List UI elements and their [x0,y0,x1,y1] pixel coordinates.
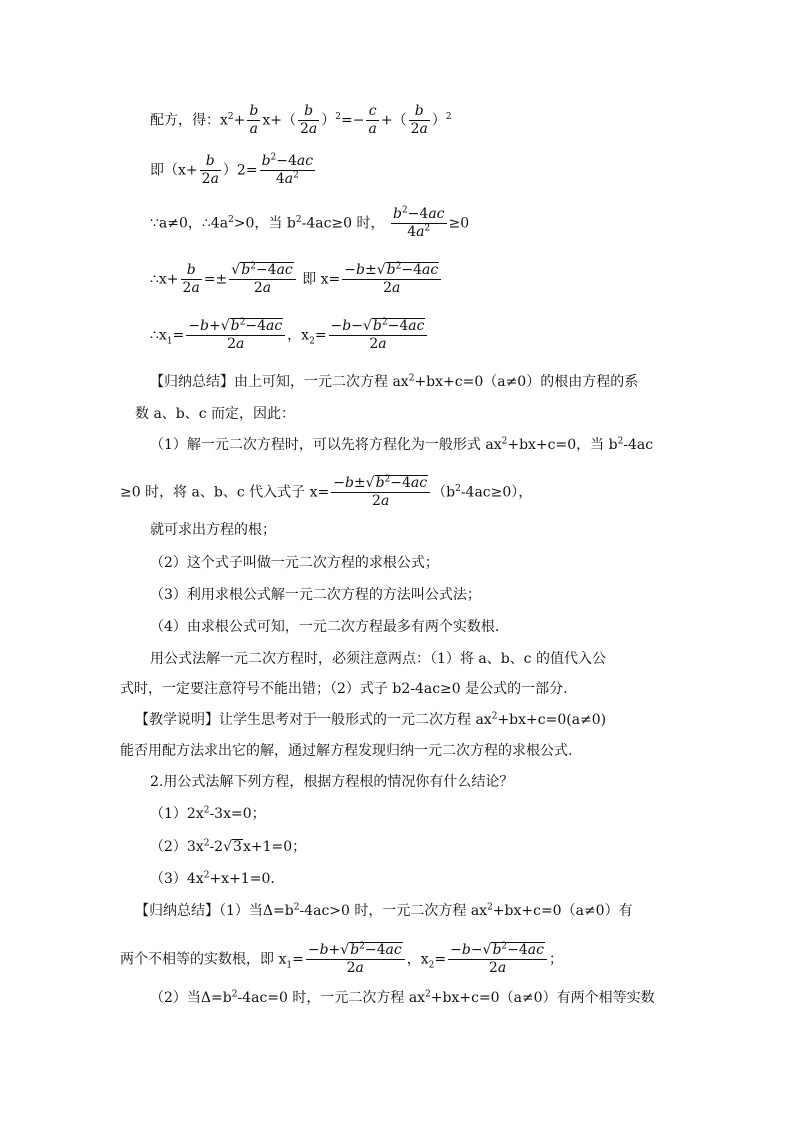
item-1-line-1: （1）解一元二次方程时，可以先将方程化为一般形式 $ax^2+bx+c=0$，当 $b^2-4ac$ [150,436,654,453]
cond-text2: >0，当 b [233,215,296,232]
item-1-text-b: +bx+c=0，当 b [507,437,618,453]
equation-1: $(1)2x^2-3x=0$； [150,805,266,822]
note-line-2: 式时，一定要注意符号不能出错；（2）式子 b2-4ac≥0 是公式的一部分. [120,681,568,697]
squared-form-line: 即（x+ $\frac{b}{2a}$ ）2= $\frac{b^2-4ac}{4a^2}$ [150,152,314,187]
question-2: 2.用公式法解下列方程，根据方程根的情况你有什么结论？ [150,774,514,790]
summary-line-1: 【归纳总结】由上可知，一元二次方程 $ax^2+bx+c=0(a\ne 0)$的根由方程的系 [150,373,639,390]
equation-2-b: -2 [209,839,224,855]
equation-2-a: （2）3x [150,839,204,855]
summary2-item-2: （2）当$\Delta=b^2-4ac=0$ 时，一元二次方程 $ax^2+bx+c=0(a\ne 0)$有两个相等实数 [150,989,655,1006]
two-roots-line: $\therefore x_1=$ $\frac{-b+√b^2-4ac}{2a}$ ，$x_2=$ $\frac{-b-√b^2-4ac}{2a}$ [150,318,429,353]
summary2-heading: 【归纳总结】 [135,903,219,919]
note-line-1: 用公式法解一元二次方程时，必须注意两点：（1）将 a、b、c 的值代入公 [150,651,606,667]
item-3: （3）利用求根公式解一元二次方程的方法叫公式法； [150,587,481,603]
ji-label: 即（ [150,162,178,179]
item-1-text-a: （1）解一元二次方程时，可以先将方程化为一般形式 ax [150,437,502,453]
item-4: （4）由求根公式可知，一元二次方程最多有两个实数根. [150,619,500,635]
summary-text: 由上可知，一元二次方程 ax [234,374,409,390]
item-1-text-c: -4ac [623,437,654,453]
summary2-text: （1）当Δ=b [219,903,294,919]
item-1-text-d: ≥0 时，将 a、b、c 代入式子 x= [120,484,330,501]
summary2-text-3: +bx+c=0（a≠0）有 [492,903,633,919]
summary-text-2: +bx+c=0（a≠0）的根由方程的系 [414,374,639,390]
teaching-note-line-1: 【教学说明】让学生思考对于一般形式的一元二次方程 $ax^2+bx+c=0(a\ne 0)$ [135,711,607,728]
teaching-note-line-2: 能否用配方法求出它的解，通过解方程发现归纳一元二次方程的求根公式. [120,743,573,759]
cond-text: ∵a≠0，∴4a [150,215,229,232]
summary2-item-2-a: （2）当Δ=b [150,990,232,1006]
condition-line: ∵a≠0，$\therefore 4a^2>0$，当 $b^2-4ac\ge 0$ 时， $\frac{b^2-4ac}{4a^2}$ ≥0 [150,205,470,240]
summary2-text-4: 两个不相等的实数根，即 x [120,951,287,968]
teaching-heading: 【教学说明】 [135,712,219,728]
equation-3-b: +x+1=0. [209,871,275,887]
equation-2-c: x+1=0； [242,839,307,855]
cond-text3: -4ac≥0 时， [301,215,385,232]
equation-1-a: （1）2x [150,806,204,822]
ji2-label: 即 x= [302,271,341,288]
teaching-text: 让学生思考对于一般形式的一元二次方程 ax [219,712,492,728]
completing-square-line: 配方，得：$x^2+$ $\frac{b}{a}$ x+（ $\frac{b}{2a}$ ）$^2$=− $\frac{c}{a}$ +（ $\frac{b}{2a}$ ）$^2$ [150,103,452,137]
equation-3-a: （3）4x [150,871,204,887]
summary2-line-2: 两个不相等的实数根，即 $x_1=$ $\frac{-b+√b^2-4ac}{2a}$ ，$x_2=$ $\frac{-b-√b^2-4ac}{2a}$ ； [120,941,563,976]
root-expression-line: ∴x+ $\frac{b}{2a}$ =± $\frac{√b^2-4ac}{2a}$ 即 x= $\frac{-b\pm√b^2-4ac}{2a}$ [150,262,443,297]
item-1-text-f: -4ac≥0）， [460,484,533,501]
equation-2: $(2)3x^2-2√3x+1=0$； [150,838,307,855]
item-1-line-2: ≥0 时，将 a、b、c 代入式子 x= $\frac{-b\pm√b^2-4ac}{2a}$ $(b^2-4ac\ge 0)$， [120,474,533,509]
teaching-text-2: +bx+c=0(a≠0) [497,712,607,728]
summary-line-2: 数 a、b、c 而定，因此： [135,406,296,422]
summary2-line-1: 【归纳总结】（1）当$\Delta=b^2-4ac>0$ 时，一元二次方程 $ax^2+bx+c=0(a\ne 0)$有 [135,902,633,919]
peifang-label: 配方，得： [150,112,220,129]
summary2-item-2-b: -4ac=0 时，一元二次方程 ax [237,990,426,1006]
item-2: （2）这个式子叫做一元二次方程的求根公式； [150,555,439,571]
summary2-item-2-c: +bx+c=0（a≠0）有两个相等实数 [430,990,655,1006]
item-1-line-3: 就可求出方程的根； [150,522,276,538]
summary-heading: 【归纳总结】 [150,374,234,390]
summary2-text-2: -4ac>0 时，一元二次方程 ax [299,903,488,919]
equation-1-b: -3x=0； [209,806,266,822]
item-1-text-e: （b [432,484,456,501]
equation-3: $(3)4x^2+x+1=0$. [150,870,275,887]
